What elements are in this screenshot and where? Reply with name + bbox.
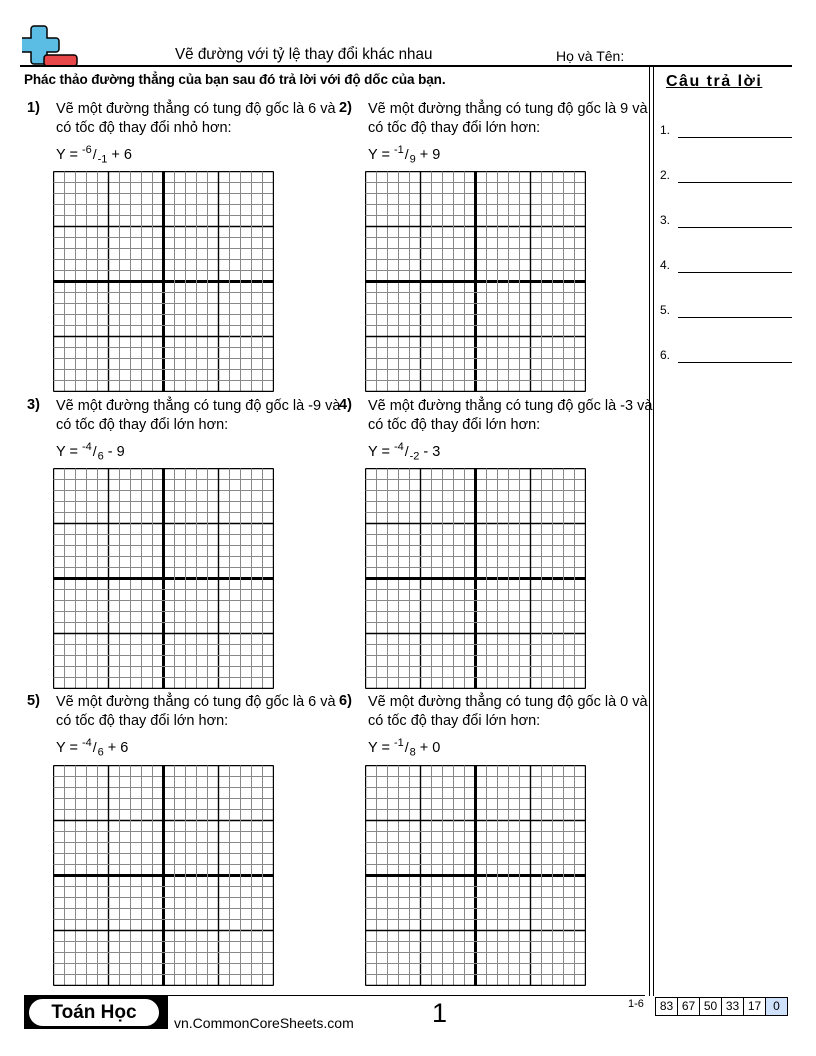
eq-numerator: -6: [81, 144, 92, 156]
eq-suffix: + 6: [107, 146, 132, 163]
problem-number: 3): [27, 397, 40, 413]
problem-text: Vẽ một đường thẳng có tung độ gốc là 0 và có tốc độ thay đổi lớn hơn:: [368, 694, 648, 729]
answer-blank[interactable]: [678, 272, 792, 273]
name-label: Họ và Tên:: [556, 48, 625, 64]
coordinate-grid[interactable]: [365, 468, 586, 689]
eq-suffix: + 6: [103, 739, 129, 756]
equation: [56, 737, 128, 759]
score-cell: 50: [700, 997, 722, 1016]
logo-icon: [22, 23, 80, 68]
page-number: 1: [432, 998, 448, 1028]
column-divider: [649, 66, 650, 996]
equation: [368, 441, 440, 463]
score-cell: 33: [722, 997, 744, 1016]
coordinate-grid[interactable]: [53, 765, 274, 986]
answer-blank[interactable]: [678, 317, 792, 318]
eq-suffix: + 9: [415, 146, 441, 163]
score-cell: 0: [766, 997, 788, 1016]
eq-prefix: Y =: [56, 146, 82, 163]
problem-text: Vẽ một đường thẳng có tung độ gốc là 6 và có tốc độ thay đổi lớn hơn:: [56, 694, 336, 729]
score-cell: 83: [655, 997, 678, 1016]
eq-denominator: 6: [97, 746, 104, 759]
answers-title: Câu trả lời: [666, 73, 763, 90]
answer-label: 3.: [660, 213, 671, 227]
problem-number: 1): [27, 100, 40, 116]
eq-numerator: -1: [393, 144, 404, 156]
eq-denominator: 8: [409, 746, 416, 759]
worksheet-title: Vẽ đường với tỷ lệ thay đổi khác nhau: [175, 46, 433, 63]
problem-text: Vẽ một đường thẳng có tung độ gốc là 9 và có tốc độ thay đổi lớn hơn:: [368, 101, 648, 136]
answer-label: 2.: [660, 168, 671, 182]
score-cell: 67: [678, 997, 700, 1016]
eq-prefix: Y =: [368, 739, 394, 756]
problem-text: Vẽ một đường thẳng có tung độ gốc là 6 và có tốc độ thay đổi nhỏ hơn:: [56, 101, 336, 136]
brand-label: Toán Học: [29, 999, 159, 1026]
eq-denominator: 9: [409, 153, 416, 166]
coordinate-grid[interactable]: [53, 171, 274, 392]
eq-suffix: - 3: [419, 443, 441, 460]
header-divider: [20, 65, 792, 67]
problem-text: Vẽ một đường thẳng có tung độ gốc là -9 và có tốc độ thay đổi lớn hơn:: [56, 398, 341, 433]
eq-denominator: -2: [409, 450, 420, 463]
equation: [368, 737, 440, 759]
footer-divider: [165, 995, 645, 996]
problem-number: 5): [27, 693, 40, 709]
site-url: vn.CommonCoreSheets.com: [174, 1015, 354, 1031]
score-cell: 17: [744, 997, 766, 1016]
instructions: Phác thảo đường thẳng của bạn sau đó trả lời với độ dốc của bạn.: [24, 72, 446, 87]
column-divider: [653, 66, 654, 996]
equation: [56, 144, 132, 166]
eq-slash: /: [404, 145, 409, 162]
eq-slash: /: [404, 738, 409, 755]
answer-label: 4.: [660, 258, 671, 272]
eq-prefix: Y =: [368, 146, 394, 163]
eq-slash: /: [92, 145, 97, 162]
answer-blank[interactable]: [678, 182, 792, 183]
problem-number: 4): [339, 397, 352, 413]
problem-number: 2): [339, 100, 352, 116]
problem-number: 6): [339, 693, 352, 709]
answer-label: 5.: [660, 303, 671, 317]
coordinate-grid[interactable]: [365, 171, 586, 392]
eq-prefix: Y =: [56, 739, 82, 756]
answer-label: 1.: [660, 123, 671, 137]
eq-suffix: + 0: [415, 739, 441, 756]
eq-slash: /: [92, 442, 97, 459]
eq-denominator: -1: [97, 153, 108, 166]
eq-slash: /: [92, 738, 97, 755]
score-table: [655, 997, 788, 1016]
coordinate-grid[interactable]: [365, 765, 586, 986]
problem-range: 1-6: [628, 998, 644, 1010]
eq-prefix: Y =: [368, 443, 394, 460]
coordinate-grid[interactable]: [53, 468, 274, 689]
answer-label: 6.: [660, 348, 671, 362]
eq-numerator: -4: [81, 441, 92, 453]
answer-blank[interactable]: [678, 362, 792, 363]
eq-numerator: -1: [393, 737, 404, 749]
answer-blank[interactable]: [678, 137, 792, 138]
equation: [368, 144, 440, 166]
eq-numerator: -4: [81, 737, 92, 749]
problem-text: Vẽ một đường thẳng có tung độ gốc là -3 và có tốc độ thay đổi lớn hơn:: [368, 398, 653, 433]
eq-slash: /: [404, 442, 409, 459]
eq-denominator: 6: [97, 450, 104, 463]
eq-numerator: -4: [393, 441, 404, 453]
eq-suffix: - 9: [103, 443, 125, 460]
equation: [56, 441, 125, 463]
eq-prefix: Y =: [56, 443, 82, 460]
answer-blank[interactable]: [678, 227, 792, 228]
